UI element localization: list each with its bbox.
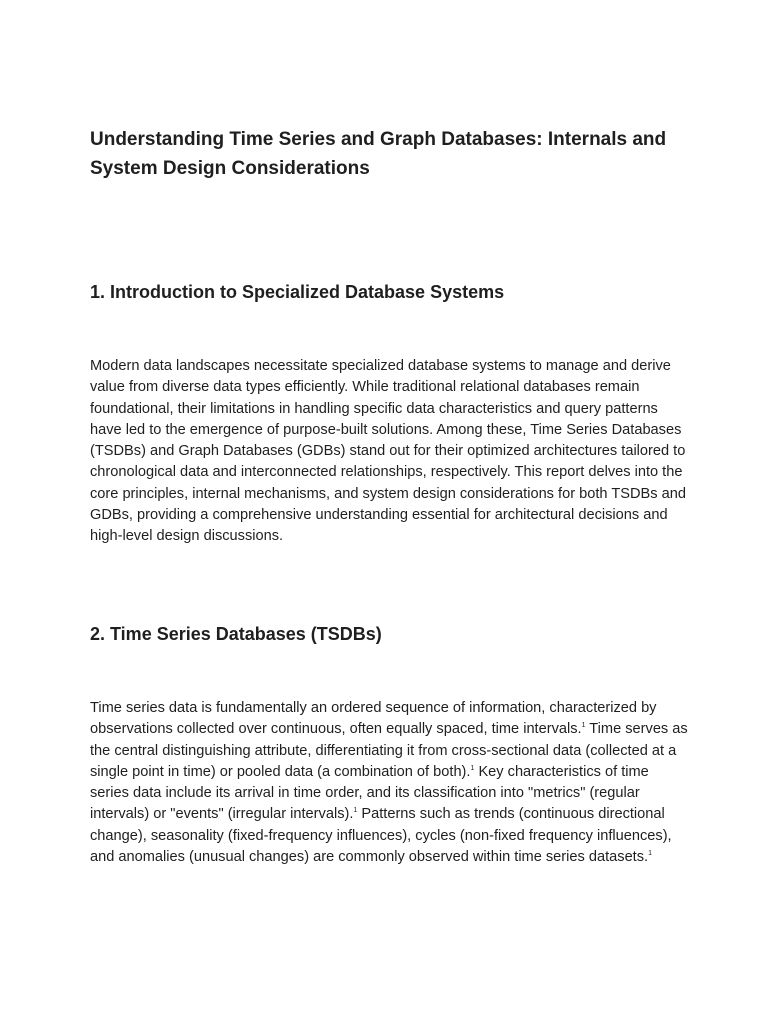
section-heading-introduction: 1. Introduction to Specialized Database Systems — [90, 282, 505, 302]
footnote-reference[interactable]: 1 — [353, 807, 358, 815]
tsdb-paragraph — [90, 698, 690, 868]
tsdb-text-segment: Time series data is fundamentally an ordered sequence of information, characterized by observations collected over continuous, often equally spaced, time intervals. — [90, 700, 657, 738]
tsdb-text-segment: Patterns such as trends (continuous directional change), seasonality (fixed-frequency influences), cycles (non-fixed frequency influences), and anomalies (unusual changes) are commonly observed within time series datasets. — [90, 806, 672, 866]
footnote-reference[interactable]: 1 — [648, 850, 652, 858]
footnote-reference[interactable]: 1 — [470, 764, 475, 772]
footnote-reference[interactable]: 1 — [581, 722, 586, 730]
document-title: Understanding Time Series and Graph Databases: Internals and System Design Considerations — [90, 129, 667, 179]
section-heading-tsdb: 2. Time Series Databases (TSDBs) — [90, 624, 382, 644]
introduction-paragraph: Modern data landscapes necessitate specialized database systems to manage and derive value from diverse data types efficiently. While traditional relational databases remain foundational, their limitations in handling specific data characteristics and query patterns have led to the emergence of purpose-built solutions. Among these, Time Series Databases (TSDBs) and Graph Databases (GDBs) stand out for their optimized architectures tailored to chronological data and interconnected relationships, respectively. This report delves into the core principles, internal mechanisms, and system design considerations for both TSDBs and GDBs, providing a comprehensive understanding essential for architectural decisions and high-level design discussions. — [90, 358, 686, 545]
tsdb-text-segment: Key characteristics of time series data include its arrival in time order, and its classification into "metrics" (regular intervals) or "events" (irregular intervals). — [90, 763, 649, 823]
tsdb-text-segment: Time serves as the central distinguishing attribute, differentiating it from cross-sectional data (collected at a single point in time) or pooled data (a combination of both). — [90, 721, 688, 780]
